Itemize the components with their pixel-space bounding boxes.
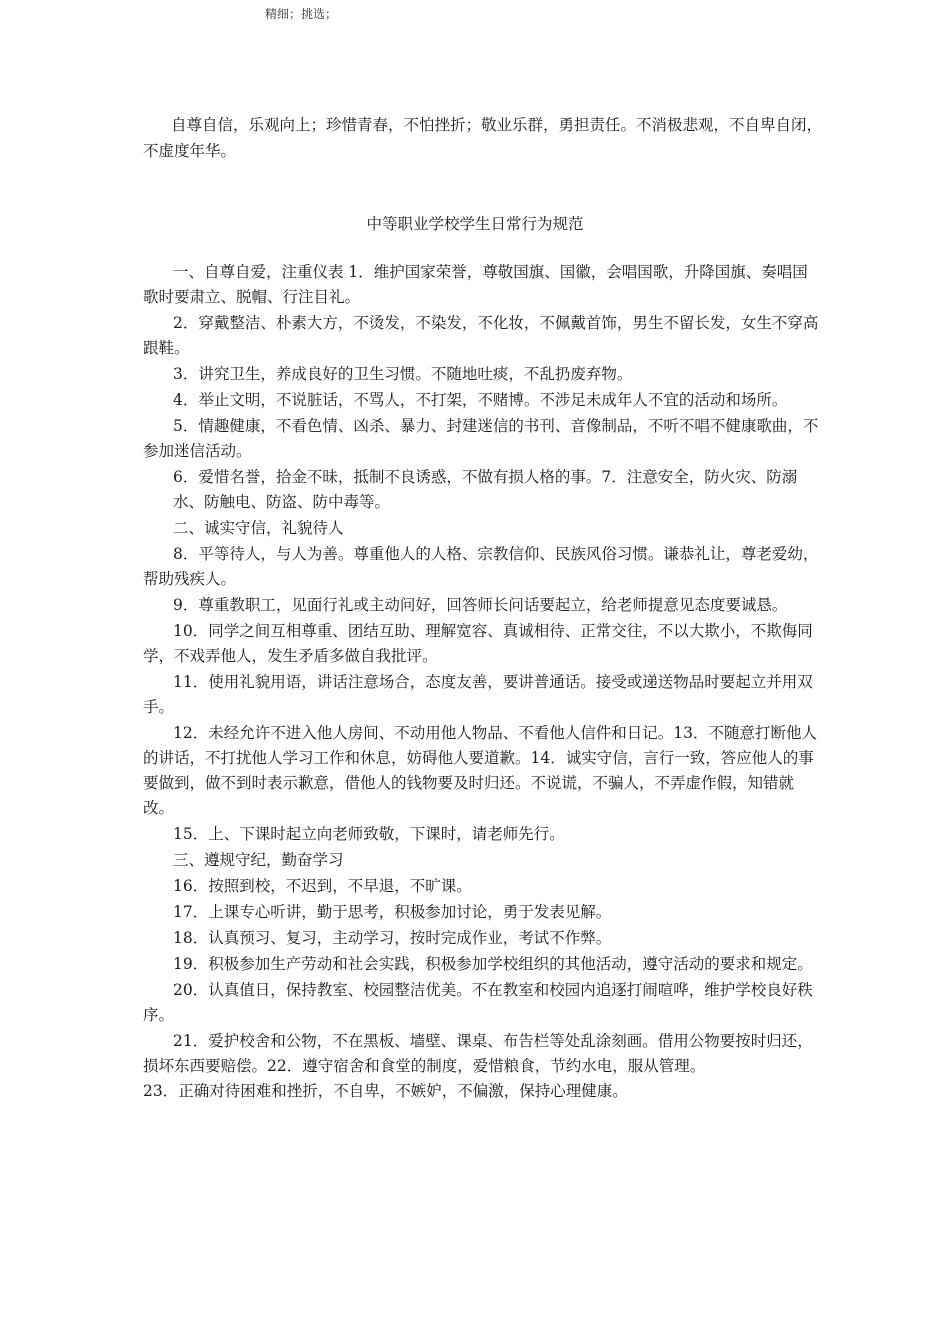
item-3: 3．讲究卫生，养成良好的卫生习惯。不随地吐痰，不乱扔废弃物。	[173, 365, 633, 383]
item-11: 11．使用礼貌用语，讲话注意场合，态度友善，要讲普通话。接受或递送物品时要起立并用双手。	[143, 673, 813, 716]
item-2: 2．穿戴整洁、朴素大方，不烫发，不染发，不化妆，不佩戴首饰，男生不留长发，女生不穿高跟鞋。	[143, 314, 819, 357]
item-23: 23．正确对待困难和挫折，不自卑，不嫉妒，不偏激，保持心理健康。	[143, 1082, 628, 1100]
page-header: 精细；挑选；	[265, 7, 338, 21]
item-17: 17．上课专心听讲，勤于思考，积极参加讨论，勇于发表见解。	[173, 903, 612, 921]
item-18: 18．认真预习、复习，主动学习，按时完成作业，考试不作弊。	[173, 929, 612, 947]
item-15: 15．上、下课时起立向老师致敬，下课时，请老师先行。	[173, 825, 565, 843]
item-16: 16．按照到校，不迟到，不早退，不旷课。	[173, 877, 472, 895]
intro-paragraph: 自尊自信，乐观向上；珍惜青春，不怕挫折；敬业乐群，勇担责任。不消极悲观，不自卑自闭，不虚度年华。	[143, 116, 823, 160]
item-10: 10．同学之间互相尊重、团结互助、理解宽容、真诚相待、正常交往，不以大欺小，不欺侮同学，不戏弄他人，发生矛盾多做自我批评。	[143, 622, 813, 665]
item-8: 8．平等待人，与人为善。尊重他人的人格、宗教信仰、民族风俗习惯。谦恭礼让，尊老爱幼，帮助残疾人。	[143, 545, 819, 588]
document-title: 中等职业学校学生日常行为规范	[366, 215, 584, 233]
item-4: 4．举止文明，不说脏话，不骂人，不打架，不赌博。不涉足未成年人不宜的活动和场所。	[173, 391, 788, 409]
item-12-14: 12．未经允许不进入他人房间、不动用他人物品、不看他人信件和日记。13．不随意打断他人的讲话，不打扰他人学习工作和休息，妨碍他人要道歉。14．诚实守信，言行一致，答应他人的事要做到，做不到时表示歉意，借他人的钱物要及时归还。不说谎，不骗人，不弄虚作假，知错就改。	[143, 724, 817, 817]
item-19: 19．积极参加生产劳动和社会实践，积极参加学校组织的其他活动，遵守活动的要求和规定。	[173, 955, 813, 973]
section-2-heading: 二、诚实守信，礼貌待人	[173, 519, 344, 537]
section-1-item-1: 一、自尊自爱，注重仪表 1．维护国家荣誉，尊敬国旗、国徽，会唱国歌，升降国旗、奏唱国歌时要肃立、脱帽、行注目礼。	[143, 263, 808, 306]
item-21-22: 21．爱护校舍和公物，不在黑板、墙壁、课桌、布告栏等处乱涂刻画。借用公物要按时归还，损坏东西要赔偿。22．遵守宿舍和食堂的制度，爱惜粮食，节约水电，服从管理。	[143, 1032, 813, 1075]
section-3-heading: 三、遵规守纪，勤奋学习	[173, 851, 344, 869]
regulation-body	[143, 260, 823, 1104]
item-5: 5．情趣健康，不看色情、凶杀、暴力、封建迷信的书刊、音像制品，不听不唱不健康歌曲，不参加迷信活动。	[143, 417, 819, 460]
item-9: 9．尊重教职工，见面行礼或主动问好，回答师长问话要起立，给老师提意见态度要诚恳。	[173, 596, 788, 614]
item-20: 20．认真值日，保持教室、校园整洁优美。不在教室和校园内追逐打闹喧哗，维护学校良好秩序。	[143, 981, 813, 1024]
item-6-7: 6．爱惜名誉，拾金不昧，抵制不良诱惑，不做有损人格的事。7．注意安全，防火灾、防溺水、防触电、防盗、防中毒等。	[173, 468, 798, 511]
